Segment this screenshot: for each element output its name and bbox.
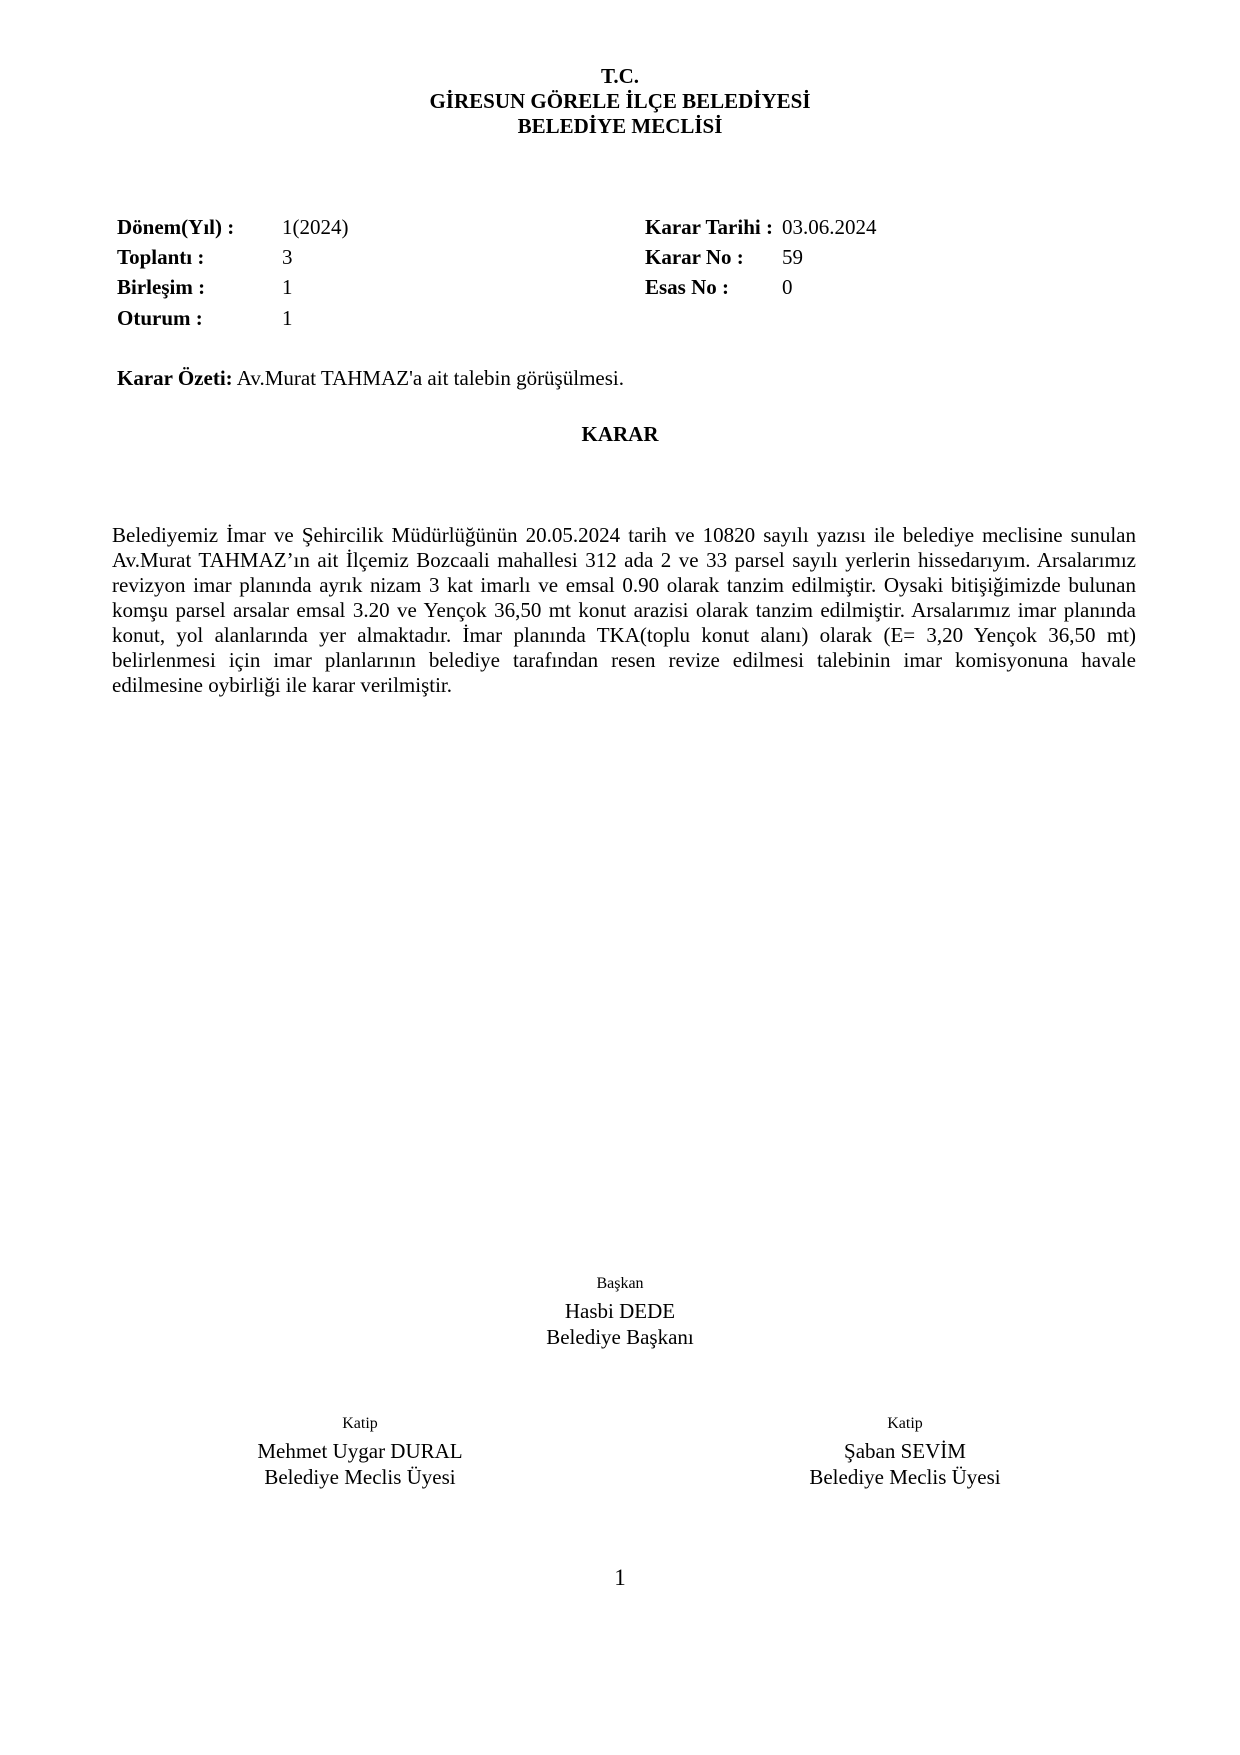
meta-value-karar-no: 59 <box>782 245 803 269</box>
meta-label-karar-no: Karar No : <box>645 245 744 269</box>
header-council: BELEDİYE MECLİSİ <box>517 114 723 138</box>
meta-value-esas-no: 0 <box>782 275 793 299</box>
meta-label-donem: Dönem(Yıl) : <box>117 215 235 239</box>
signature-clerk-left-role: Katip <box>342 1415 378 1432</box>
meta-value-birlesim: 1 <box>282 275 293 299</box>
signature-clerk-right-role: Katip <box>887 1415 923 1432</box>
signature-clerk-right <box>705 1414 1105 1490</box>
signature-chair-title: Belediye Başkanı <box>546 1325 694 1349</box>
meta-value-oturum: 1 <box>282 306 293 330</box>
signature-clerk-left <box>160 1414 560 1490</box>
signature-chair-name: Hasbi DEDE <box>564 1299 676 1323</box>
meta-value-donem: 1(2024) <box>282 215 349 239</box>
meta-label-karar-tarihi: Karar Tarihi : <box>645 215 773 239</box>
signature-clerk-left-name: Mehmet Uygar DURAL <box>257 1439 463 1463</box>
decision-body: Belediyemiz İmar ve Şehircilik Müdürlüğünün 20.05.2024 tarih ve 10820 sayılı yazısı ile belediye meclisine sunulan Av.Murat TAHMAZ’ın ait İlçemiz Bozcaali mahallesi 312 ada 2 ve 33 parsel sayılı yerlerin hissedarıyım. Arsalarımız revizyon imar planında ayrık nizam 3 kat imarlı ve emsal 0.90 olarak tanzim edilmiştir. Oysaki bitişiğimizde bulunan komşu parsel arsalar emsal 3.20 ve Yençok 36,50 mt konut arazisi olarak tanzim edilmiştir. Arsalarımız imar planında konut, yol alanlarında yer almaktadır. İmar planında TKA(toplu konut alanı) olarak (E= 3,20 Yençok 36,50 mt) belirlenmesi için imar planlarının belediye tarafından resen revize edilmesi talebinin imar komisyonuna havale edilmesine oybirliği ile karar verilmiştir. <box>112 523 1136 697</box>
signature-chair <box>420 1274 820 1350</box>
page-number: 1 <box>614 1565 626 1590</box>
signature-clerk-right-title: Belediye Meclis Üyesi <box>809 1465 1001 1489</box>
summary-label: Karar Özeti: <box>117 366 233 390</box>
meta-label-esas-no: Esas No : <box>645 275 730 299</box>
summary-text: Av.Murat TAHMAZ'a ait talebin görüşülmesi. <box>236 366 624 390</box>
header-tc: T.C. <box>600 64 640 88</box>
signature-clerk-left-title: Belediye Meclis Üyesi <box>264 1465 456 1489</box>
meta-value-karar-tarihi: 03.06.2024 <box>782 215 877 239</box>
meta-label-oturum: Oturum : <box>117 306 203 330</box>
meta-value-toplanti: 3 <box>282 245 293 269</box>
header-municipality: GİRESUN GÖRELE İLÇE BELEDİYESİ <box>429 89 811 113</box>
decision-title: KARAR <box>581 422 659 446</box>
meta-label-toplanti: Toplantı : <box>117 245 205 269</box>
signature-clerk-right-name: Şaban SEVİM <box>844 1439 966 1463</box>
signature-chair-role: Başkan <box>596 1275 644 1292</box>
decision-summary <box>117 366 624 391</box>
meta-label-birlesim: Birleşim : <box>117 275 206 299</box>
